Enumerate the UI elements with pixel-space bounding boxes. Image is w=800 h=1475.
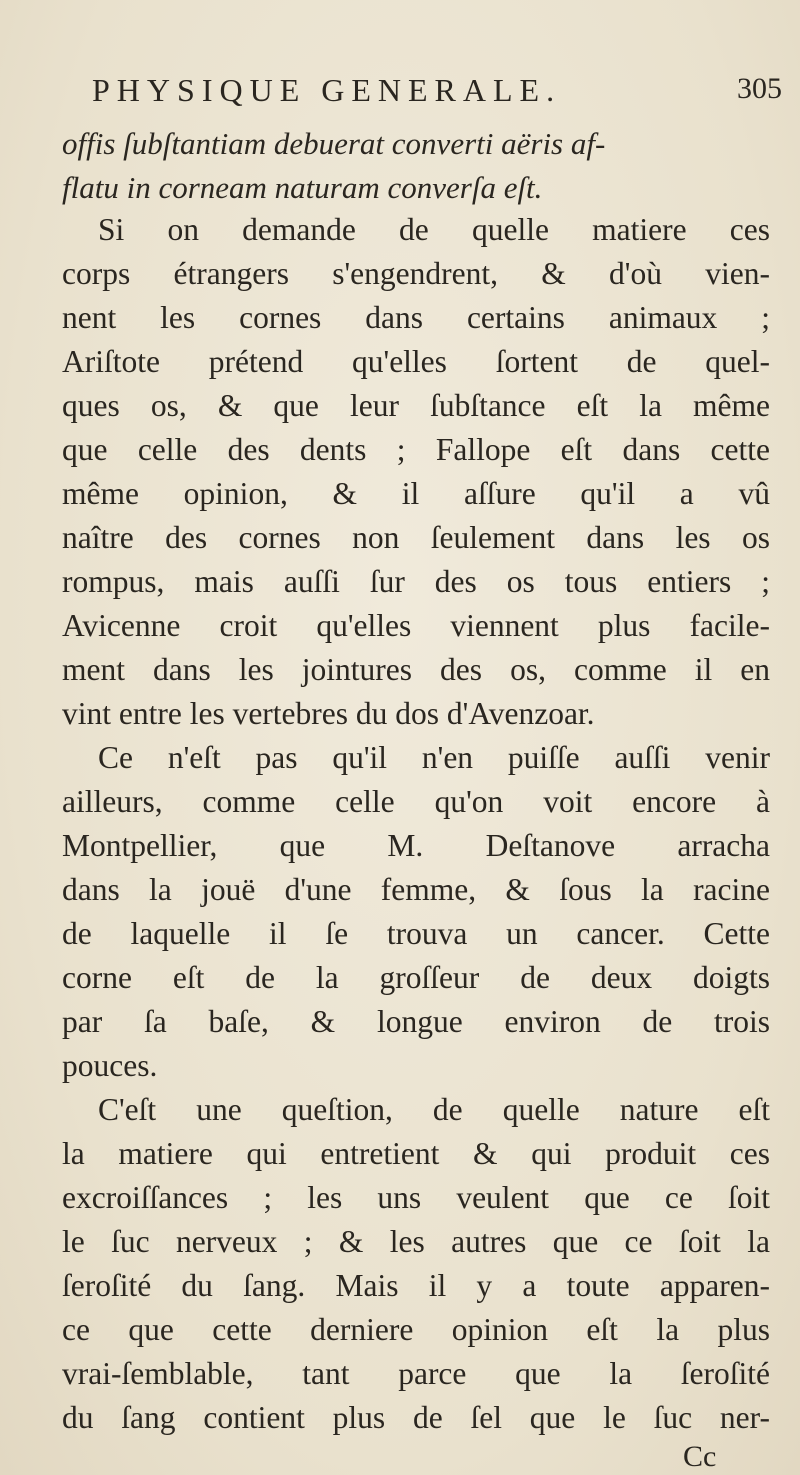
paragraph-line: Ariſtote prétend qu'elles ſortent de quel- [62,344,770,379]
paragraph-line: dans la jouë d'une femme, & ſous la racine [62,872,770,907]
paragraph-line: de laquelle il ſe trouva un cancer. Cette [62,916,770,951]
paragraph-line: naître des cornes non ſeulement dans les os [62,520,770,555]
paragraph-line: corps étrangers s'engendrent, & d'où vien- [62,256,770,291]
page-number: 305 [737,72,782,105]
paragraph-line: Si on demande de quelle matiere ces [98,212,770,247]
italic-quote-line: offis ſubſtantiam debuerat converti aëris af- [62,126,606,161]
paragraph-line: C'eſt une queſtion, de quelle nature eſt [98,1092,770,1127]
paragraph-line: rompus, mais auſſi ſur des os tous entiers ; [62,564,770,599]
paragraph-line: ailleurs, comme celle qu'on voit encore à [62,784,770,819]
paragraph-line: Montpellier, que M. Deſtanove arracha [62,828,770,863]
paragraph-line: pouces. [62,1048,158,1083]
signature-mark: Cc [683,1440,717,1473]
paragraph-line: vrai-ſemblable, tant parce que la ſeroſité [62,1356,770,1391]
paragraph-line: ment dans les jointures des os, comme il en [62,652,770,687]
running-head: PHYSIQUE GENERALE. [92,72,562,108]
paragraph-line: même opinion, & il aſſure qu'il a vû [62,476,770,511]
paragraph-line: ce que cette derniere opinion eſt la plus [62,1312,770,1347]
page-header [92,72,782,116]
paragraph-line: ſeroſité du ſang. Mais il y a toute apparen- [62,1268,770,1303]
paragraph-line: nent les cornes dans certains animaux ; [62,300,770,335]
paragraph-line: du ſang contient plus de ſel que le ſuc ner- [62,1400,770,1435]
italic-quote-line: flatu in corneam naturam converſa eſt. [62,170,543,205]
paragraph-line: Ce n'eſt pas qu'il n'en puiſſe auſſi venir [98,740,770,775]
paragraph-line: par ſa baſe, & longue environ de trois [62,1004,770,1039]
paragraph-line: vint entre les vertebres du dos d'Avenzoar. [62,696,595,731]
paragraph-line: que celle des dents ; Fallope eſt dans cette [62,432,770,467]
paragraph-line: la matiere qui entretient & qui produit ces [62,1136,770,1171]
paragraph-line: ques os, & que leur ſubſtance eſt la même [62,388,770,423]
paragraph-line: le ſuc nerveux ; & les autres que ce ſoit la [62,1224,770,1259]
paragraph-line: excroiſſances ; les uns veulent que ce ſoit [62,1180,770,1215]
paragraph-line: Avicenne croit qu'elles viennent plus facile- [62,608,770,643]
paragraph-line: corne eſt de la groſſeur de deux doigts [62,960,770,995]
